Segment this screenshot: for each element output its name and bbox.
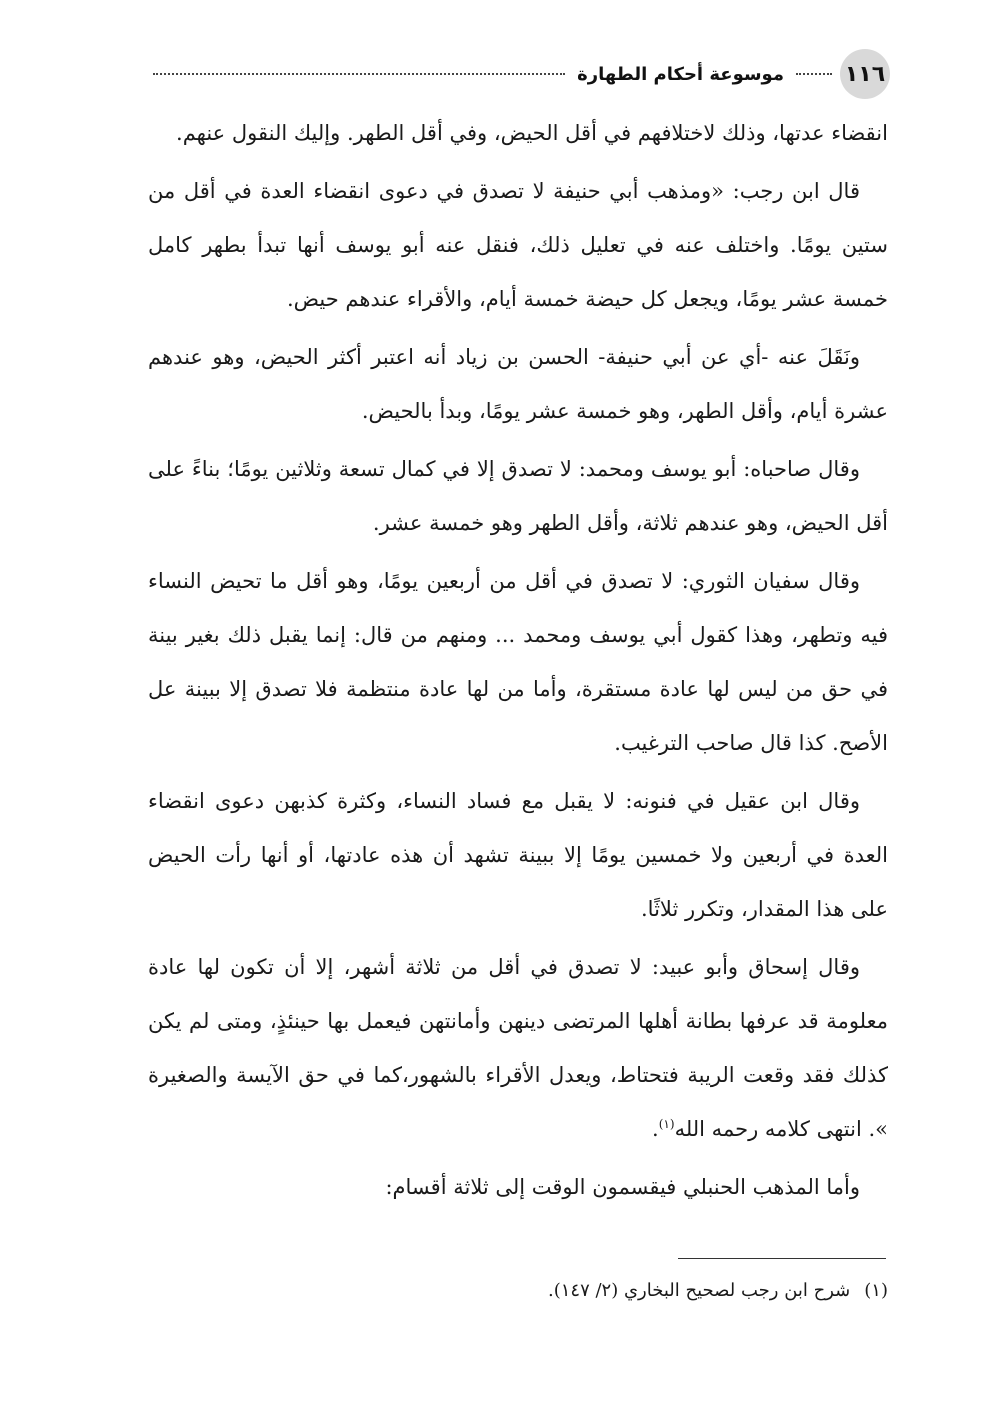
- paragraph-two-companions: وقال صاحباه: أبو يوسف ومحمد: لا تصدق إلا في كمال تسعة وثلاثين يومًا؛ بناءً على أقل الحيض، وهو عندهم ثلاثة، وأقل الطهر وهو خمسة عشر.: [148, 457, 888, 535]
- paragraph-ishaq-tail: .: [652, 1117, 659, 1141]
- paragraph-sufyan-thawri: وقال سفيان الثوري: لا تصدق في أقل من أربعين يومًا، وهو أقل ما تحيض النساء فيه وتطهر، وهذا كقول أبي يوسف ومحمد ... ومنهم من قال: إنما يقبل ذلك بغير بينة في حق من ليس لها عادة مستقرة، وأما من لها عادة منتظمة فلا تصدق إلا ببينة عل الأصح. كذا قال صاحب الترغيب.: [148, 569, 888, 755]
- page-number: ١١٦: [844, 61, 886, 87]
- paragraph-ishaq-abu-ubaid: [148, 940, 888, 1156]
- footnote-separator: [678, 1258, 886, 1259]
- page-number-badge: [840, 49, 890, 99]
- page-header: [145, 46, 890, 102]
- paragraph-ishaq-text: وقال إسحاق وأبو عبيد: لا تصدق في أقل من ثلاثة أشهر، إلا أن تكون لها عادة معلومة قد عرفها بطانة أهلها المرتضى دينهن وأمانتهن فيعمل بها حينئذٍ، ومتى لم يكن كذلك فقد وقعت الريبة فتحتاط، ويعدل الأقراء بالشهور،كما في حق الآيسة والصغيرة ». انتهى كلامه رحمه الله: [148, 955, 888, 1141]
- footnote-text: شرح ابن رجب لصحيح البخاري (٢/ ١٤٧).: [547, 1280, 851, 1301]
- footnote-number: (١): [864, 1280, 888, 1301]
- paragraph-continuation: انقضاء عدتها، وذلك لاختلافهم في أقل الحيض، وفي أقل الطهر. وإليك النقول عنهم.: [176, 121, 888, 145]
- paragraph-ibn-aqil: وقال ابن عقيل في فنونه: لا يقبل مع فساد النساء، وكثرة كذبهن دعوى انقضاء العدة في أربعين ولا خمسين يومًا إلا ببينة تشهد أن هذه عادتها، أو أنها رأت الحيض على هذا المقدار، وتكرر ثلاثًا.: [148, 789, 888, 921]
- paragraph-hanbali: وأما المذهب الحنبلي فيقسمون الوقت إلى ثلاثة أقسام:: [385, 1175, 860, 1199]
- header-dotted-leader-right: [796, 73, 832, 75]
- paragraph-hasan-ibn-ziyad: ونَقَلَ عنه -أي عن أبي حنيفة- الحسن بن زياد أنه اعتبر أكثر الحيض، وهو عندهم عشرة أيام، وأقل الطهر، وهو خمسة عشر يومًا، وبدأ بالحيض.: [148, 345, 888, 423]
- book-title: موسوعة أحكام الطهارة: [577, 63, 784, 85]
- footnote-reference[interactable]: (١): [658, 1117, 675, 1131]
- footnote: [148, 1276, 888, 1306]
- paragraph-ibn-rajab: قال ابن رجب: «ومذهب أبي حنيفة لا تصدق في دعوى انقضاء العدة في أقل من ستين يومًا. واختلف عنه في تعليل ذلك، فنقل عنه أبو يوسف أنها تبدأ بطهر كامل خمسة عشر يومًا، ويجعل كل حيضة خمسة أيام، والأقراء عندهم حيض.: [148, 179, 888, 311]
- header-dotted-leader-left: [153, 73, 565, 75]
- main-text: [148, 106, 888, 1218]
